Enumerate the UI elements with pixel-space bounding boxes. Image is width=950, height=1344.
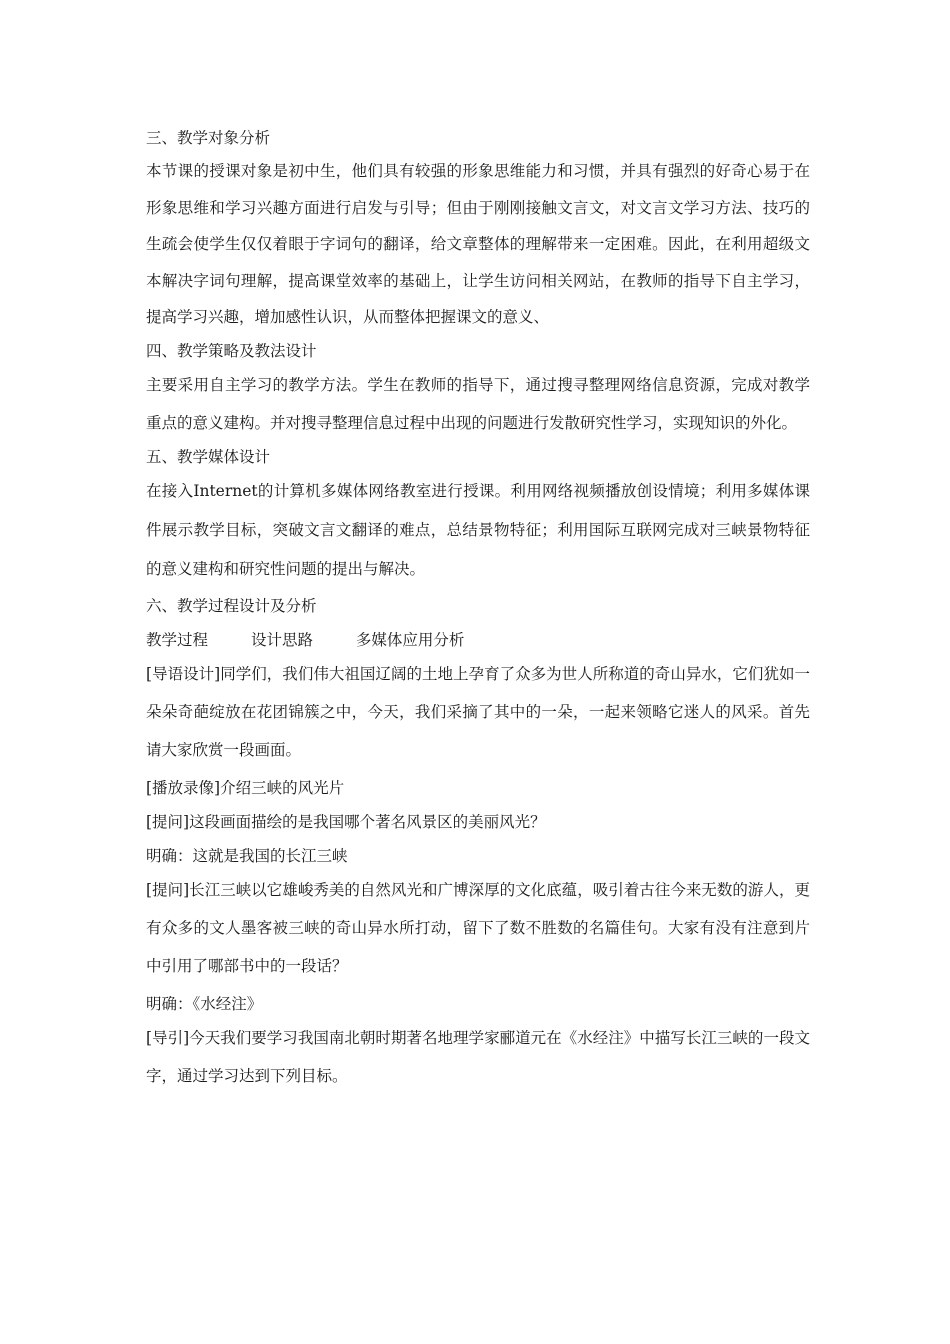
section-3-title: 三、教学对象分析: [146, 129, 271, 147]
section-6-title: 六、教学过程设计及分析: [146, 596, 317, 615]
lead-paragraph: [导引]今天我们要学习我国南北朝时期著名地理学家郦道元在《水经注》中描写长江三峡的一段文字，通过学习达到下列目标。: [146, 1028, 810, 1085]
answer-2: 明确：《水经注》: [146, 994, 263, 1013]
document-page: [146, 123, 810, 1095]
section-5-title: 五、教学媒体设计: [146, 447, 271, 466]
section-4-title: 四、教学策略及教法设计: [146, 341, 317, 360]
intro-paragraph: [导语设计]同学们，我们伟大祖国辽阔的土地上孕育了众多为世人所称道的奇山异水，它们犹如一朵朵奇葩绽放在花团锦簇之中，今天，我们采摘了其中的一朵，一起来领略它迷人的风采。首先请大家欣赏一段画面。: [146, 664, 810, 759]
table-header-process: 教学过程: [146, 630, 209, 649]
process-table-header: [146, 625, 810, 655]
answer-1: 明确：这就是我国的长江三峡: [146, 846, 348, 865]
section-5-body: 在接入Internet的计算机多媒体网络教室进行授课。利用网络视频播放创设情境；利用多媒体课件展示教学目标，突破文言文翻译的难点，总结景物特征；利用国际互联网完成对三峡景物特征的意义建构和研究性问题的提出与解决。: [146, 481, 810, 578]
table-header-media: 多媒体应用分析: [355, 630, 465, 649]
question-2: [提问]长江三峡以它雄峻秀美的自然风光和广博深厚的文化底蕴，吸引着古往今来无数的游人，更有众多的文人墨客被三峡的奇山异水所打动，留下了数不胜数的名篇佳句。大家有没有注意到片中引用了哪部书中的一段话？: [146, 880, 810, 975]
table-header-design: 设计思路: [250, 630, 313, 649]
question-1: [提问]这段画面描绘的是我国哪个著名风景区的美丽风光？: [146, 812, 546, 831]
section-4-body: 主要采用自主学习的教学方法。学生在教师的指导下，通过搜寻整理网络信息资源，完成对教学重点的意义建构。并对搜寻整理信息过程中出现的问题进行发散研究性学习，实现知识的外化。: [146, 375, 810, 432]
play-video-line: [播放录像]介绍三峡的风光片: [146, 778, 345, 797]
section-3-body: 本节课的授课对象是初中生，他们具有较强的形象思维能力和习惯，并具有强烈的好奇心易于在形象思维和学习兴趣方面进行启发与引导；但由于刚刚接触文言文，对文言文学习方法、技巧的生疏会使学生仅仅着眼于字词句的翻译，给文章整体的理解带来一定困难。因此，在利用超级文本解决字词句理解，提高课堂效率的基础上，让学生访问相关网站，在教师的指导下自主学习，提高学习兴趣，增加感性认识，从而整体把握课文的意义、: [146, 162, 810, 326]
